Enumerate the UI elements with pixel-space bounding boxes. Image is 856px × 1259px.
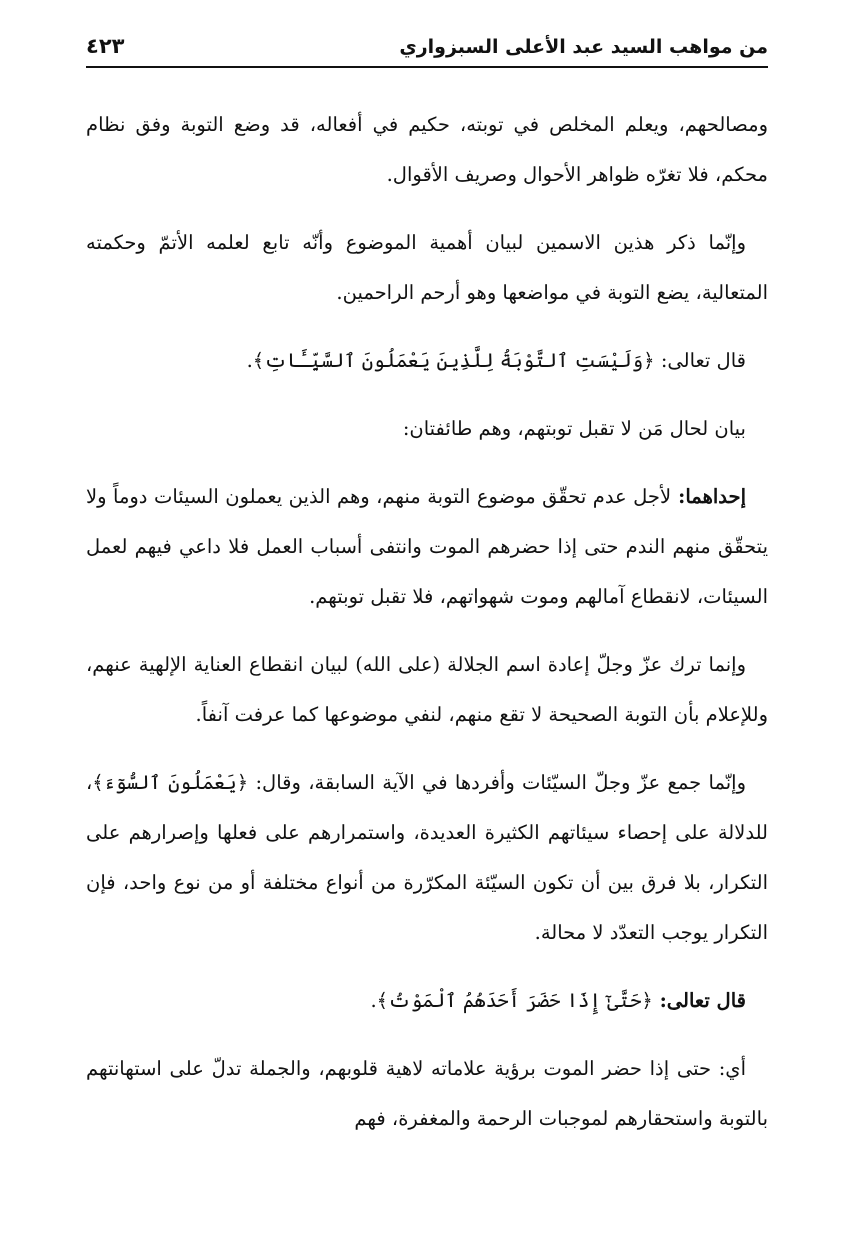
- paragraph: [86, 404, 768, 454]
- paragraph-text: لأجل عدم تحقّق موضوع التوبة منهم، وهم الذين يعملون السيئات دوماً ولا يتحقّق منهم الندم حتى إذا حضرهم الموت وانتفى أسباب العمل فلا داعي فيهم لعمل السيئات، لانقطاع آمالهم وموت شهواتهم، فلا تقبل توبتهم.: [86, 485, 768, 608]
- page-number: ٤٢٣: [86, 34, 125, 58]
- verse-intro: قال تعالى:: [654, 349, 746, 372]
- paragraph: [86, 1044, 768, 1144]
- paragraph-text: وإنّما ذكر هذين الاسمين لبيان أهمية الموضوع وأنّه تابع لعلمه الأتمّ وحكمته المتعالية، يضع التوبة في مواضعها وهو أرحم الراحمين.: [86, 231, 768, 304]
- body-text: [86, 100, 768, 1162]
- book-title: من مواهب السيد عبد الأعلى السبزواري: [399, 36, 768, 58]
- paragraph-text: وإنما ترك عزّ وجلّ إعادة اسم الجلالة (على الله) لبيان انقطاع العناية الإلهية عنهم، وللإعلام بأن التوبة الصحيحة لا تقع منهم، لنفي موضوعها كما عرفت آنفاً.: [86, 653, 768, 726]
- paragraph: [86, 100, 768, 200]
- paragraph: [86, 472, 768, 622]
- quran-verse: ﴿حَتَّىٰٓ إِذَا حَضَرَ أَحَدَهُمُ ٱلْمَوْتُ﴾: [376, 989, 653, 1012]
- running-header: [86, 32, 768, 68]
- paragraph-lead: وإنّما جمع عزّ وجلّ السيّئات وأفردها في الآية السابقة، وقال:: [248, 771, 746, 794]
- paragraph-text: بيان لحال مَن لا تقبل توبتهم، وهم طائفتان:: [402, 417, 746, 440]
- verse-end: .: [370, 989, 377, 1012]
- header-divider: [86, 66, 768, 68]
- paragraph-text: أي: حتى إذا حضر الموت برؤية علاماته لاهية قلوبهم، والجملة تدلّ على استهانتهم بالتوبة واستحقارهم لموجبات الرحمة والمغفرة، فهم: [86, 1057, 768, 1130]
- verse-paragraph: [86, 336, 768, 386]
- verse-end: .: [246, 349, 253, 372]
- verse-intro: قال تعالى:: [652, 989, 746, 1012]
- quran-verse: ﴿يَعْمَلُونَ ٱلسُّوٓءَ﴾: [92, 771, 249, 794]
- paragraph: [86, 218, 768, 318]
- verse-paragraph: [86, 976, 768, 1026]
- paragraph-text: ، للدلالة على إحصاء سيئاتهم الكثيرة العديدة، واستمرارهم على فعلها وإصرارهم على التكرار، بلا فرق بين أن تكون السيّئة المكرّرة من أنواع مختلفة أو من نوع واحد، فإن التكرار يوجب التعدّد لا محالة.: [86, 771, 768, 944]
- quran-verse: ﴿وَلَيْسَتِ ٱلتَّوْبَةُ لِلَّذِينَ يَعْمَلُونَ ٱلسَّيِّـَٔاتِ﴾: [252, 349, 655, 372]
- paragraph: [86, 758, 768, 958]
- paragraph-text: ومصالحهم، ويعلم المخلص في توبته، حكيم في أفعاله، قد وضع التوبة وفق نظام محكم، فلا تغرّه ظواهر الأحوال وصريف الأقوال.: [86, 113, 768, 186]
- paragraph-lead: إحداهما:: [671, 485, 746, 508]
- paragraph: [86, 640, 768, 740]
